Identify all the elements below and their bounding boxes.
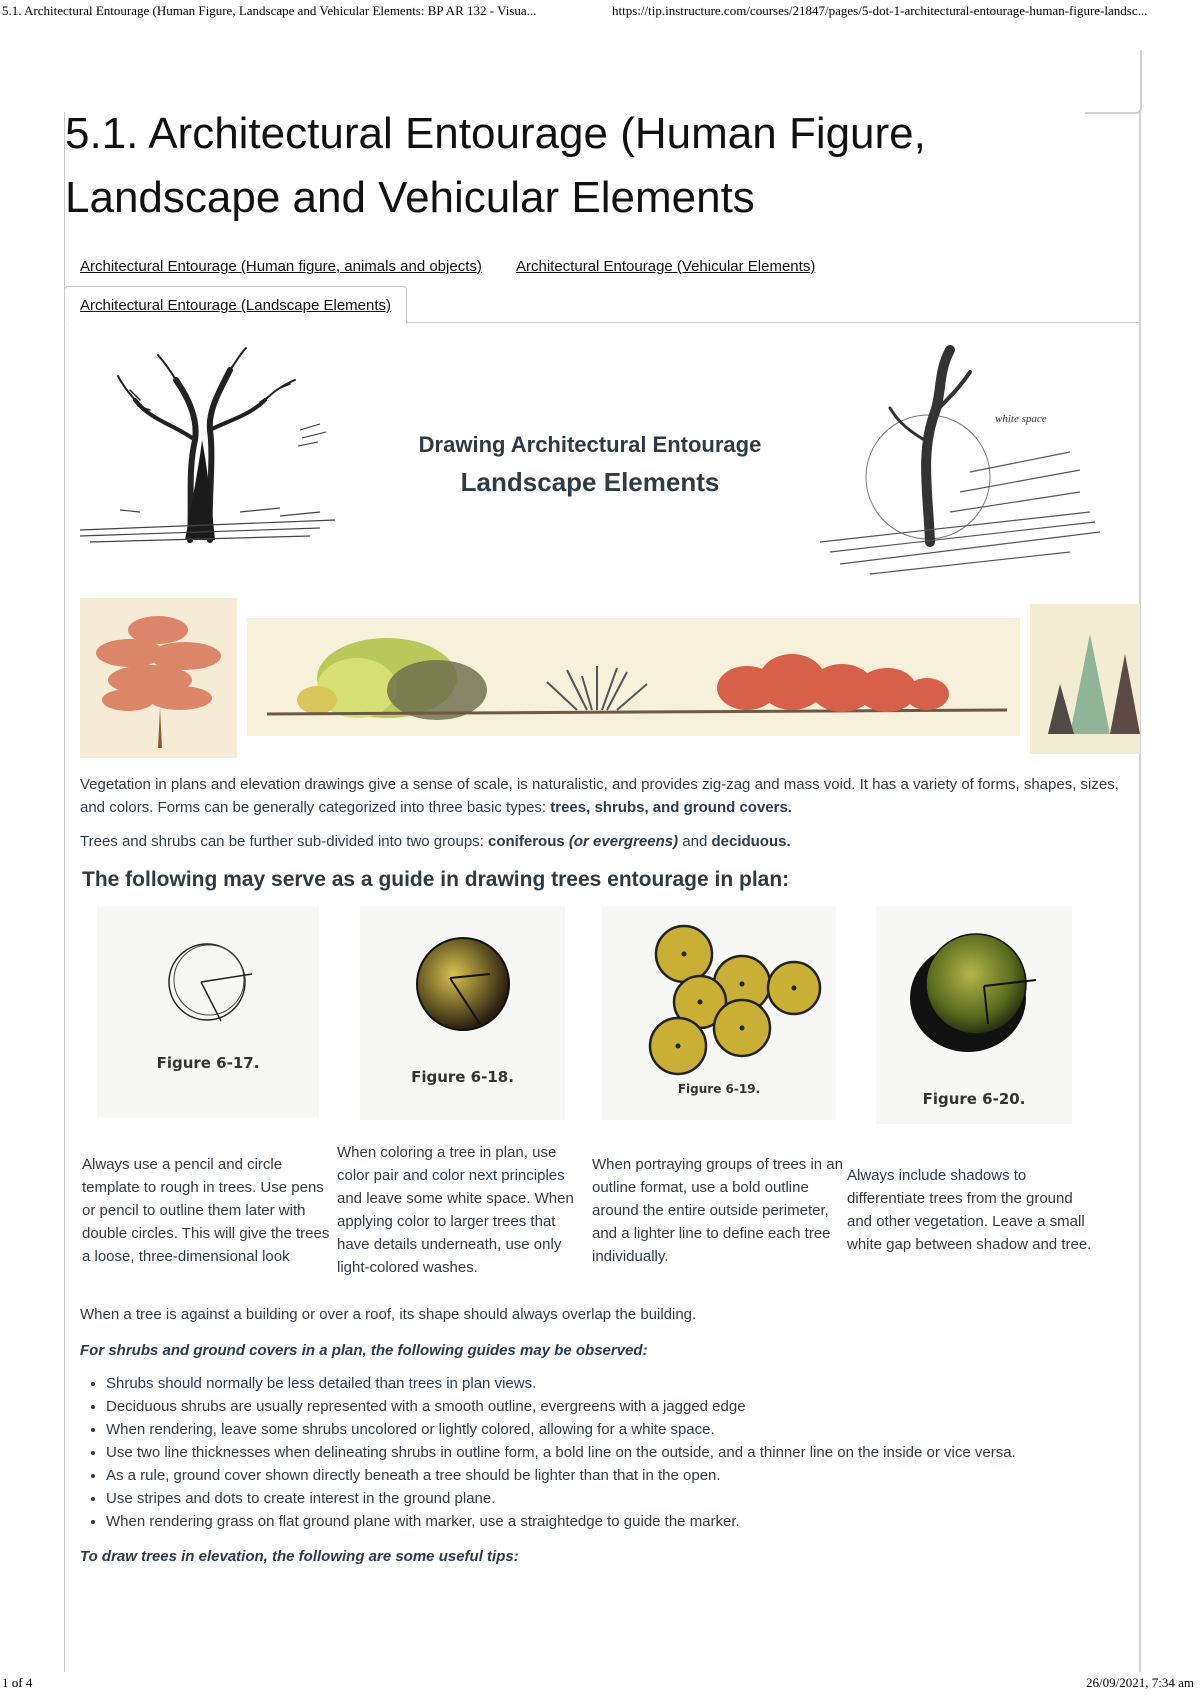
figure-label: Figure 6-17. xyxy=(156,1054,260,1072)
vegetation-strip xyxy=(80,598,1140,760)
list-item: • Use stripes and dots to create interest in the ground plane. xyxy=(106,1487,1166,1510)
intro-p2-bold1: coniferous xyxy=(488,833,569,850)
elevation-heading xyxy=(80,1545,1120,1568)
intro-p2-text: Trees and shrubs can be further sub-divided into two groups: xyxy=(80,833,489,850)
shrub-guides-list xyxy=(80,1372,1166,1533)
hero-banner xyxy=(80,340,1140,590)
list-item: • When rendering grass on flat ground plane with marker, use a straightedge to guide the marker. xyxy=(106,1510,1166,1533)
tab-landscape[interactable]: Architectural Entourage (Landscape Elements) xyxy=(64,286,407,324)
figure-caption: When coloring a tree in plan, use color pair and color next principles and leave some white space. When applying color to larger trees that have details underneath, use only light-colored washes. xyxy=(337,1144,574,1276)
intro-paragraph-2 xyxy=(80,830,1120,853)
list-item: • Use two line thicknesses when delineating shrubs in outline form, a bold line on the outside, and a thinner line on the inside or vice versa. xyxy=(106,1441,1166,1464)
circle-template-tree-image xyxy=(97,906,319,1118)
figure-label: Figure 6-19. xyxy=(677,1082,761,1096)
intro-p1-bold: trees, shrubs, and ground covers. xyxy=(550,799,792,816)
print-footer xyxy=(0,1675,1200,1697)
figure-6-19 xyxy=(602,906,836,1120)
tab-vehicular[interactable]: Architectural Entourage (Vehicular Elements) xyxy=(516,258,816,275)
figure-caption: Always include shadows to differentiate trees from the ground and other vegetation. Leave a small white gap between shadow and tree. xyxy=(847,1167,1092,1253)
figure-caption: Always use a pencil and circle template to rough in trees. Use pens or pencil to outline them later with double circles. This will give the trees a loose, three-dimensional look xyxy=(82,1156,330,1265)
elevation-heading-text: To draw trees in elevation, the following are some useful tips: xyxy=(80,1548,519,1565)
guide-heading: The following may serve as a guide in drawing trees entourage in plan: xyxy=(82,868,790,891)
intro-p2-bolditalic: (or evergreens) xyxy=(568,833,679,850)
list-item: • Deciduous shrubs are usually represented with a smooth outline, evergreens with a jagged edge xyxy=(106,1395,1166,1418)
page-number: 1 of 4 xyxy=(2,1675,33,1690)
figure-6-17 xyxy=(97,906,319,1118)
figure-6-20 xyxy=(876,906,1072,1124)
conifers-watercolor-image xyxy=(1030,604,1140,754)
tab-bar xyxy=(64,250,1138,324)
print-header-title: 5.1. Architectural Entourage (Human Figure, Landscape and Vehicular Elements: BP AR 132 - Visua... xyxy=(2,3,537,18)
hero-title-line2: Landscape Elements xyxy=(460,467,720,497)
tree-sketch-right-image xyxy=(810,342,1105,587)
shrubs-heading xyxy=(80,1339,1120,1362)
tab-panel-border xyxy=(406,322,1138,323)
overlap-note xyxy=(80,1303,1120,1326)
figure-label: Figure 6-20. xyxy=(922,1090,1026,1108)
print-date: 26/09/2021, 7:34 am xyxy=(1086,1675,1194,1690)
colored-tree-plan-image xyxy=(360,906,565,1120)
page-title: 5.1. Architectural Entourage (Human Figure, Landscape and Vehicular Elements xyxy=(65,109,926,222)
tree-sketch-left-image xyxy=(80,340,335,550)
figure-caption: When portraying groups of trees in an outline format, use a bold outline around the entire outside perimeter, and a lighter line to define each tree individually. xyxy=(592,1156,843,1265)
print-header xyxy=(0,0,1200,22)
figure-6-18 xyxy=(360,906,565,1120)
hero-title-line1: Drawing Architectural Entourage xyxy=(418,432,762,457)
shrubs-heading-text: For shrubs and ground covers in a plan, the following guides may be observed: xyxy=(80,1342,648,1359)
intro-paragraph-1 xyxy=(80,773,1120,819)
print-header-url: https://tip.instructure.com/courses/21847/pages/5-dot-1-architectural-entourage-human-figure-landsc... xyxy=(612,3,1148,18)
intro-p2-bold2: deciduous. xyxy=(711,833,791,850)
figure-label: Figure 6-18. xyxy=(411,1068,514,1086)
hero-sketch-note: white space xyxy=(995,413,1047,425)
list-item: • When rendering, leave some shrubs uncolored or lightly colored, allowing for a white space. xyxy=(106,1418,1166,1441)
list-item: • As a rule, ground cover shown directly beneath a tree should be lighter than that in the open. xyxy=(106,1464,1166,1487)
red-tree-watercolor-image xyxy=(80,598,237,758)
hero-title xyxy=(380,430,800,504)
list-item: • Shrubs should normally be less detailed than trees in plan views. xyxy=(106,1372,1166,1395)
tab-human-figure[interactable]: Architectural Entourage (Human figure, animals and objects) xyxy=(80,258,482,275)
overlap-note-text: When a tree is against a building or over a roof, its shape should always overlap the building. xyxy=(80,1306,697,1323)
shrubs-watercolor-image xyxy=(247,618,1020,736)
intro-p2-mid: and xyxy=(678,833,712,850)
intro-p1-text: Vegetation in plans and elevation drawings give a sense of scale, is naturalistic, and provides zig-zag and mass void. It has a variety of forms, shapes, sizes, and colors. Forms can be generally categorized into three basic types: xyxy=(80,776,1119,816)
